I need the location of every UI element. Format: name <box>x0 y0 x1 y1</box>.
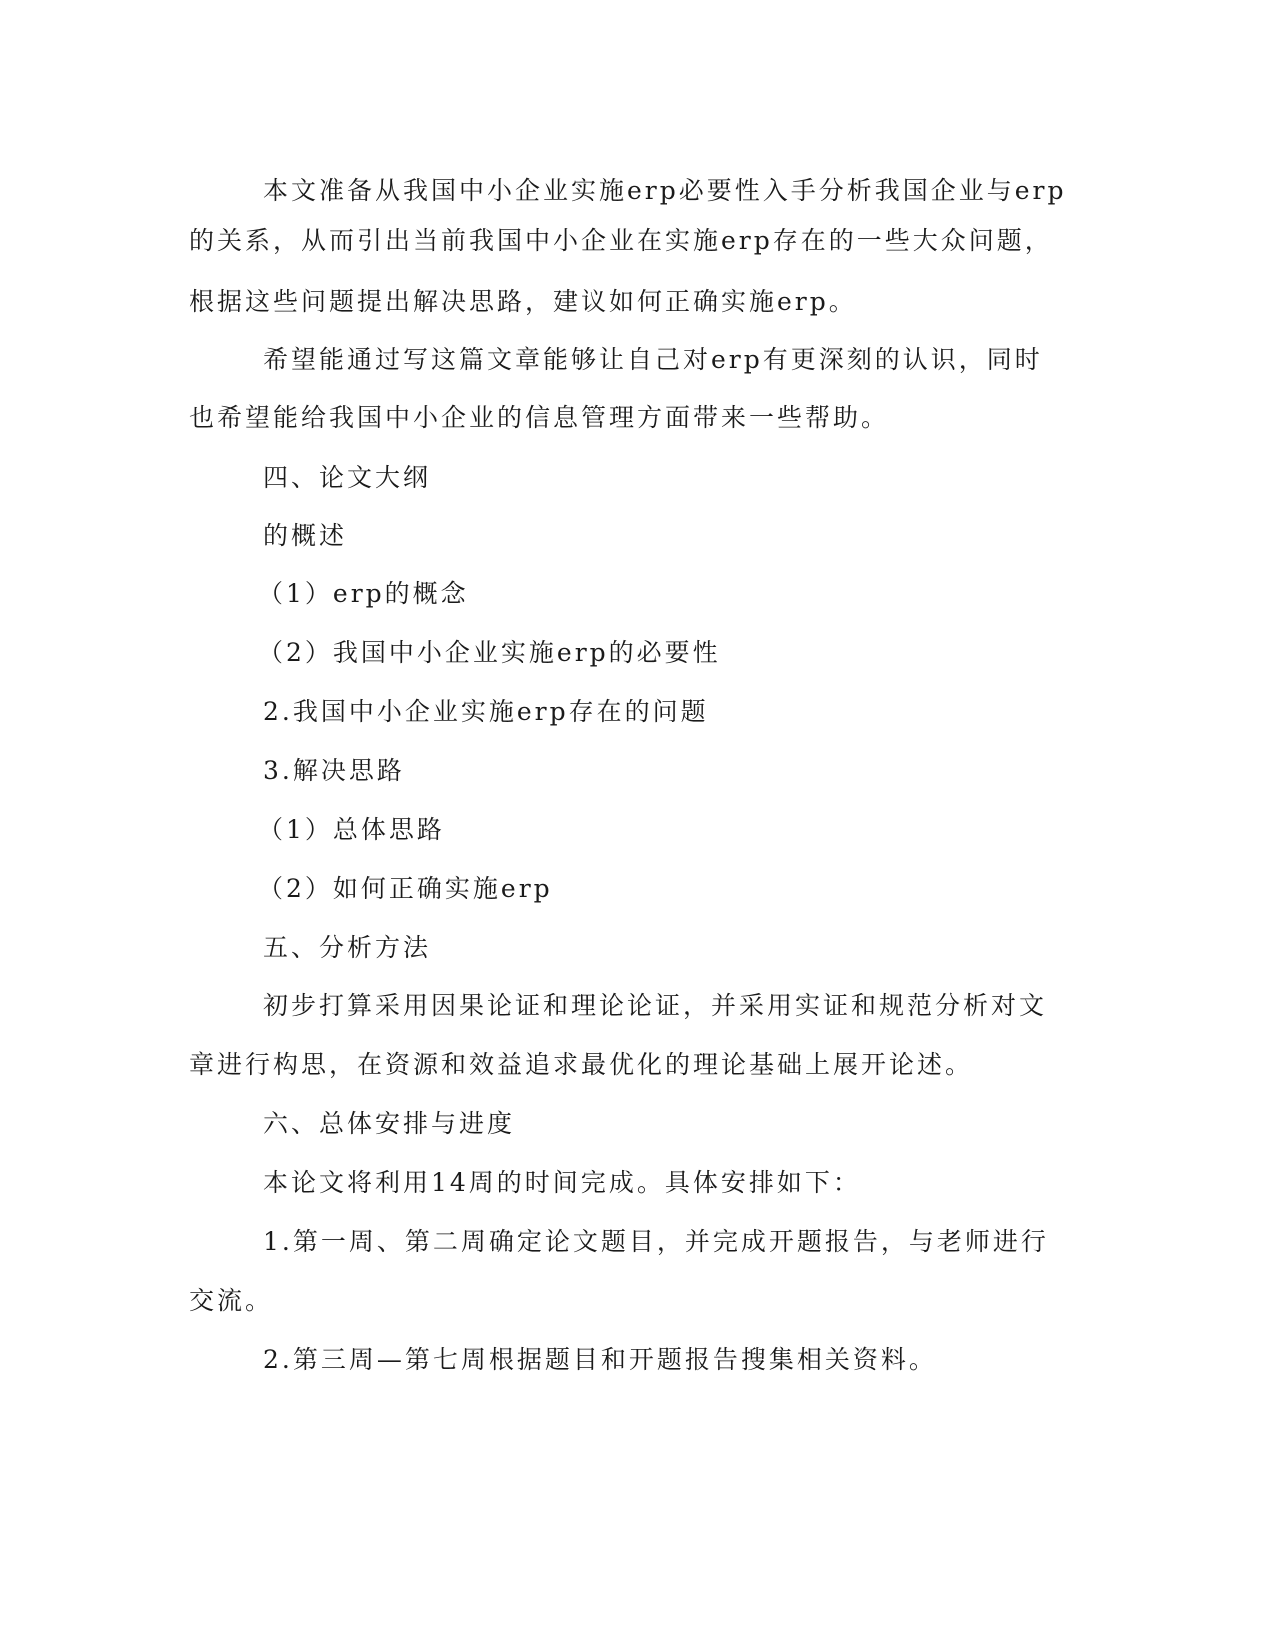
outline-subitem-3-2: （2）如何正确实施erp <box>258 874 553 903</box>
schedule-item-1-line-1: 1.第一周、第二周确定论文题目，并完成开题报告，与老师进行 <box>263 1227 1049 1256</box>
schedule-intro: 本论文将利用14周的时间完成。具体安排如下： <box>263 1168 861 1197</box>
paragraph-1-line-3: 根据这些问题提出解决思路，建议如何正确实施erp。 <box>189 287 857 316</box>
outline-item-3: 3.解决思路 <box>263 756 405 785</box>
schedule-item-2: 2.第三周—第七周根据题目和开题报告搜集相关资料。 <box>263 1345 937 1374</box>
section-heading-schedule: 六、总体安排与进度 <box>263 1109 516 1138</box>
paragraph-2-line-2: 也希望能给我国中小企业的信息管理方面带来一些帮助。 <box>189 403 890 432</box>
schedule-item-1-line-2: 交流。 <box>189 1286 274 1315</box>
methods-line-1: 初步打算采用因果论证和理论论证，并采用实证和规范分析对文 <box>263 991 1048 1020</box>
outline-subitem-1: （1）erp的概念 <box>258 579 469 608</box>
section-heading-outline: 四、论文大纲 <box>263 463 432 492</box>
outline-item-overview: 的概述 <box>263 521 348 550</box>
paragraph-1-line-1: 本文准备从我国中小企业实施erp必要性入手分析我国企业与erp <box>263 176 1067 205</box>
outline-subitem-2: （2）我国中小企业实施erp的必要性 <box>258 638 721 667</box>
section-heading-methods: 五、分析方法 <box>263 933 432 962</box>
paragraph-2-line-1: 希望能通过写这篇文章能够让自己对erp有更深刻的认识，同时 <box>263 345 1043 374</box>
methods-line-2: 章进行构思，在资源和效益追求最优化的理论基础上展开论述。 <box>189 1050 974 1079</box>
paragraph-1-line-2: 的关系，从而引出当前我国中小企业在实施erp存在的一些大众问题， <box>189 226 1053 255</box>
outline-item-2: 2.我国中小企业实施erp存在的问题 <box>263 697 709 726</box>
outline-subitem-3-1: （1）总体思路 <box>258 815 445 844</box>
